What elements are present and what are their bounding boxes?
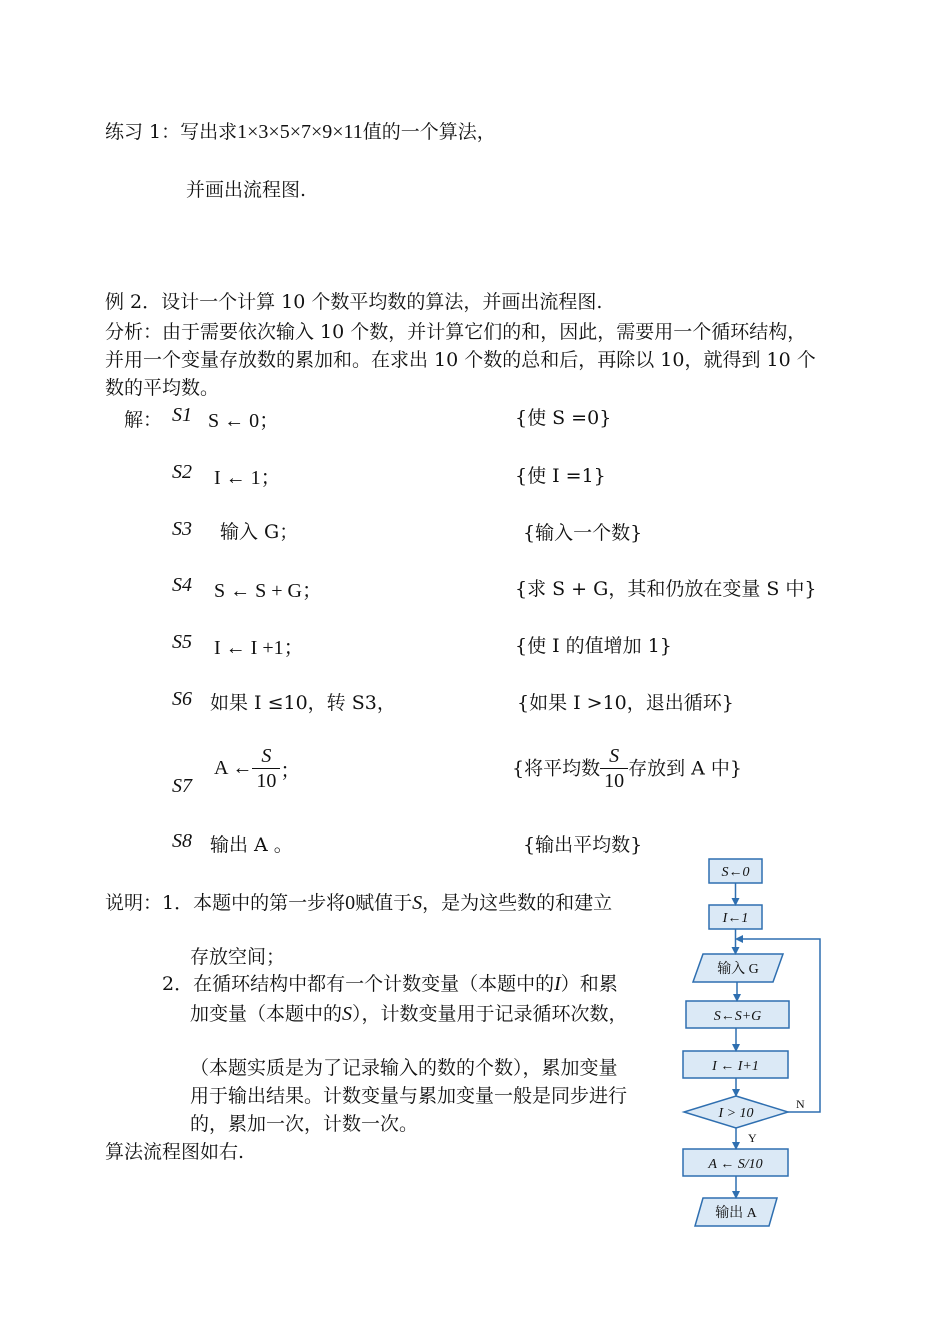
step-7-comment [512, 744, 742, 793]
note-text: 赋值于 [355, 892, 413, 914]
final-note: 算法流程图如右. [105, 1141, 245, 1163]
note-text: 说明：1．本题中的第一步将 [105, 892, 346, 914]
step-content: 输出 A 。 [210, 834, 293, 856]
step-id: S4 [172, 574, 192, 596]
step-comment: {输入一个数} [523, 522, 643, 544]
comment-suffix: 存放到 A 中} [628, 757, 742, 780]
exercise-expression: 1×3×5×7×9×11 [237, 121, 363, 143]
exercise-line-1 [105, 120, 496, 144]
note-text: 加变量（本题中的 [190, 1003, 343, 1025]
step-comment: {使 I 的值增加 1} [515, 635, 672, 657]
comment-prefix: {将平均数 [512, 757, 601, 780]
flowchart-label: 输出 A [715, 1206, 757, 1221]
analysis-line-1: 分析：由于需要依次输入 10 个数，并计算它们的和，因此，需要用一个循环结构， [105, 321, 807, 343]
note-value: 0 [345, 892, 356, 914]
step-7-content [214, 744, 300, 793]
step-id: S7 [172, 775, 192, 797]
exercise-prefix: 练习 1：写出求 [105, 121, 238, 143]
flowchart-label: S←0 [721, 865, 750, 880]
step-id: S5 [172, 631, 192, 653]
fraction [600, 744, 628, 793]
flowchart-label: A ← S/10 [708, 1157, 763, 1172]
flowchart-label: 输入 G [717, 962, 759, 977]
flowchart-label: I←1 [722, 911, 749, 926]
step-id: S6 [172, 688, 192, 710]
step-content: S ← 0； [208, 410, 280, 432]
step-comment: {求 S + G，其和仍放在变量 S 中} [515, 578, 817, 600]
example-title: 例 2．设计一个计算 10 个数平均数的算法，并画出流程图. [105, 291, 603, 313]
note-text: ），计数变量用于记录循环次数， [352, 1003, 628, 1025]
step-comment: {使 S =0} [515, 407, 612, 429]
solution-label: 解： [124, 409, 163, 431]
exercise-suffix: 值的一个算法， [362, 121, 496, 143]
step-content: I ← I +1； [214, 637, 304, 659]
flowchart-label: I ← I+1 [712, 1059, 759, 1074]
note-text: ）和累 [560, 973, 618, 995]
fraction-denominator: 10 [604, 770, 625, 792]
note-2-line-4: 用于输出结果。计数变量与累加变量一般是同步进行 [190, 1085, 628, 1107]
step-id: S8 [172, 830, 192, 852]
exercise-line-2: 并画出流程图. [186, 179, 307, 201]
step-id: S2 [172, 461, 192, 483]
note-1-line-1 [105, 891, 612, 915]
note-variable: S [412, 892, 423, 914]
step-content-right: ； [280, 760, 301, 782]
analysis-line-2: 并用一个变量存放数的累加和。在求出 10 个数的总和后，再除以 10，就得到 10 个 [105, 349, 816, 371]
fraction-numerator: S [600, 744, 628, 769]
step-id: S1 [172, 404, 192, 426]
note-variable: S [342, 1003, 353, 1025]
fraction-numerator: S [261, 745, 272, 767]
note-1-line-2: 存放空间； [190, 946, 286, 968]
step-content: S ← S + G； [214, 580, 322, 602]
note-variable: I [554, 973, 561, 995]
note-2-line-5: 的，累加一次，计数一次。 [190, 1113, 419, 1135]
flowchart-panel [676, 852, 836, 1234]
note-2-line-1 [162, 972, 618, 996]
step-content: 输入 G； [220, 521, 299, 543]
step-content: 如果 I ≤10，转 S3， [210, 692, 396, 714]
note-text: ，是为这些数的和建立 [422, 892, 613, 914]
flowchart-yes-label: Y [748, 1131, 757, 1145]
step-id: S3 [172, 518, 192, 540]
fraction-denominator: 10 [252, 768, 280, 793]
analysis-line-3: 数的平均数。 [105, 377, 220, 399]
flowchart-label: S←S+G [713, 1009, 762, 1024]
step-content-left: A ← [214, 757, 253, 779]
flowchart-label: I > 10 [718, 1106, 754, 1121]
step-content: I ← 1； [214, 467, 281, 489]
step-comment: {输出平均数} [523, 834, 643, 856]
step-comment: {如果 I >10，退出循环} [517, 692, 734, 714]
step-comment: {使 I =1} [515, 465, 606, 487]
note-2-line-3: （本题实质是为了记录输入的数的个数），累加变量 [190, 1057, 618, 1079]
flowchart [676, 852, 836, 1234]
fraction [252, 744, 280, 793]
note-text: 2．在循环结构中都有一个计数变量（本题中的 [162, 973, 555, 995]
note-2-line-2 [190, 1002, 628, 1026]
flowchart-no-label: N [796, 1097, 805, 1111]
